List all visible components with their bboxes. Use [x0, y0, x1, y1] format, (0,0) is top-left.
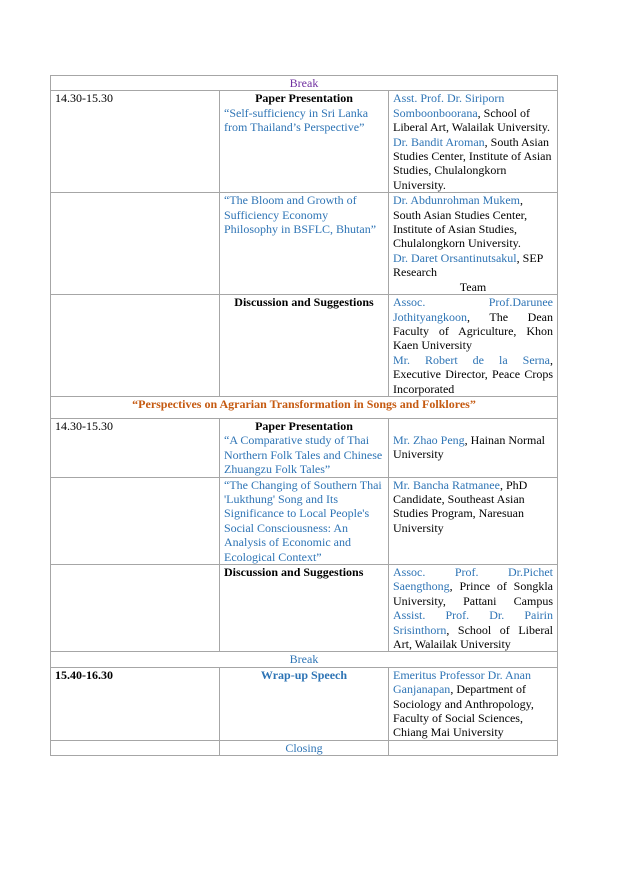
paper-presentation-heading: Paper Presentation — [255, 91, 353, 106]
session1-paper2-row — [51, 193, 558, 295]
session2-discussion-row — [51, 565, 558, 652]
discussant-name: Assoc. Prof. Dr.Pichet Saengthong — [393, 565, 553, 594]
paper-cell — [220, 91, 389, 193]
discussant-affiliation: , Prince of Songkla University, Pattani Campus — [393, 579, 553, 608]
presenter-name: Asst. Prof. Dr. Siriporn Somboonboorana — [393, 91, 505, 120]
discussant-affiliation: , The Dean Faculty of Agriculture, Khon Kaen University — [393, 309, 553, 353]
schedule-table — [50, 75, 558, 756]
theme-row — [51, 396, 558, 418]
presenter-affiliation: , South Asian Studies Center, Institute of Asian Studies, Chulalongkorn University. — [393, 134, 552, 192]
speaker-cell — [389, 667, 558, 740]
paper-title: “Self-sufficiency in Sri Lanka from Thailand’s Perspective” — [224, 105, 369, 135]
session2-paper1-row — [51, 418, 558, 477]
wrapup-row — [51, 667, 558, 740]
break-row — [51, 76, 558, 91]
break-row — [51, 652, 558, 667]
session1-discussion-row — [51, 295, 558, 397]
presenter-name: Dr. Daret Orsantinutsakul — [393, 250, 517, 265]
paper-presentation-heading: Paper Presentation — [255, 418, 353, 433]
paper-title: “A Comparative study of Thai Northern Folk Tales and Chinese Zhuangzu Folk Tales” — [224, 433, 383, 477]
presenter-affiliation: , SEP Research — [393, 250, 543, 280]
presenter-cell — [389, 418, 558, 477]
break-label: Break — [51, 652, 558, 667]
session-time: 15.40-16.30 — [51, 667, 220, 740]
paper-cell — [220, 418, 389, 477]
discussion-heading: Discussion and Suggestions — [220, 295, 389, 397]
presenter-name: Dr. Abdunrohman Mukem — [393, 193, 520, 208]
presenter-affiliation: , Hainan Normal University — [393, 432, 545, 462]
session-time: 14.30-15.30 — [51, 91, 220, 193]
paper-title: “The Changing of Southern Thai 'Lukthung' Song and Its Significance to Local People's Social Consciousness: An Analysis of Economic and Ecological Context” — [224, 477, 382, 564]
presenter-name: Mr. Bancha Ratmanee — [393, 477, 500, 492]
wrapup-title: Wrap-up Speech — [220, 667, 389, 740]
discussant-name: Assist. Prof. Dr. Pairin Srisinthorn — [393, 608, 553, 637]
presenter-name: Mr. Zhao Peng — [393, 432, 465, 447]
presenter-cell — [389, 477, 558, 564]
presenter-affiliation: , South Asian Studies Center, Institute of Asian Studies, Chulalongkorn University. — [393, 193, 528, 251]
speaker-affiliation: , Department of Sociology and Anthropology, Faculty of Social Sciences, Chiang Mai University — [393, 682, 534, 740]
discussant-affiliation: , School of Liberal Art, Walailak University — [393, 622, 553, 652]
paper-title: “The Bloom and Growth of Sufficiency Economy Philosophy in BSFLC, Bhutan” — [224, 193, 377, 237]
paper-cell — [220, 193, 389, 295]
closing-label: Closing — [220, 740, 389, 755]
speaker-name: Emeritus Professor Dr. Anan Ganjanapan — [393, 667, 531, 697]
discussant-cell — [389, 565, 558, 652]
presenter-cell — [389, 193, 558, 295]
session1-paper1-row — [51, 91, 558, 193]
discussant-affiliation: , Executive Director, Peace Crops Incorporated — [393, 352, 553, 396]
presenter-affiliation: Team — [459, 279, 487, 294]
presenter-affiliation: , PhD Candidate, Southeast Asian Studies Program, Naresuan University — [393, 477, 528, 535]
paper-cell — [220, 477, 389, 564]
discussion-heading: Discussion and Suggestions — [220, 565, 389, 652]
presenter-affiliation: , School of Liberal Art, Walailak University. — [393, 105, 550, 135]
discussant-name: Assoc. Prof.Darunee Jothityangkoon — [393, 295, 553, 324]
discussant-cell — [389, 295, 558, 397]
discussant-name: Mr. Robert de la Serna — [393, 352, 550, 367]
presenter-name: Dr. Bandit Aroman — [393, 134, 485, 149]
session2-paper2-row — [51, 477, 558, 564]
closing-row — [51, 740, 558, 755]
break-label: Break — [51, 76, 558, 91]
presenter-cell — [389, 91, 558, 193]
theme-title: “Perspectives on Agrarian Transformation in Songs and Folklores” — [51, 396, 558, 418]
session-time: 14.30-15.30 — [51, 418, 220, 477]
